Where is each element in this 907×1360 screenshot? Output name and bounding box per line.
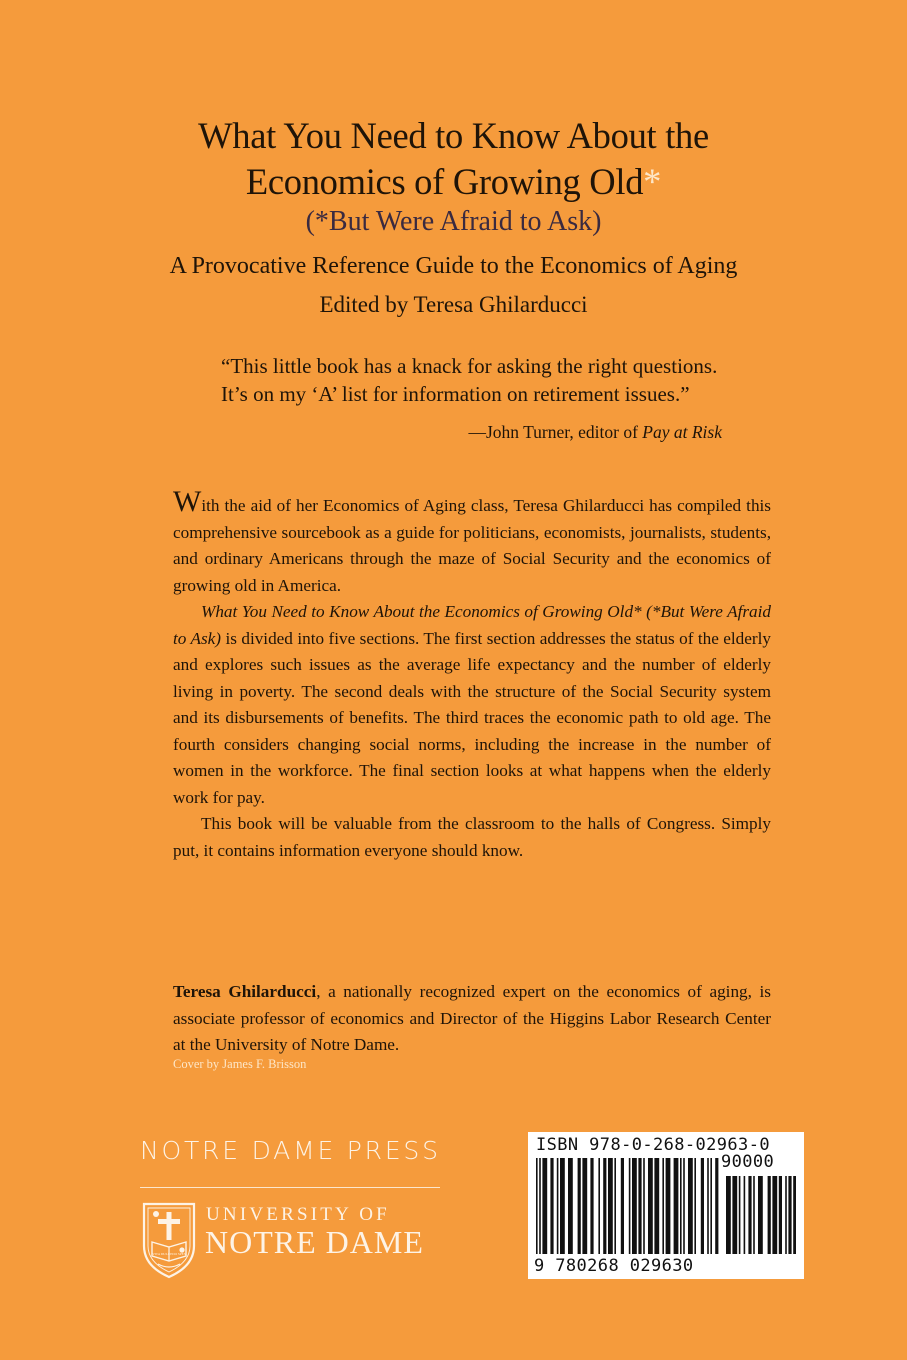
isbn-label: ISBN 978-0-268-02963-0 (536, 1135, 770, 1155)
bio-text: , a nationally recognized expert on the economics of aging, is associate professor of economics and Director of the Higgins Labor Research Center at the University of Notre Dame. (173, 982, 771, 1054)
barcode-bar (707, 1158, 709, 1254)
quote-line-1: “This little book has a knack for asking the right questions. (221, 354, 718, 378)
university-name-line-1: UNIVERSITY OF (206, 1204, 390, 1225)
barcode-bar (744, 1176, 746, 1254)
barcode-bar (590, 1158, 593, 1254)
endorsement-quote (221, 352, 821, 408)
barcode-bar (732, 1176, 737, 1254)
barcode-bar (779, 1176, 782, 1254)
title-asterisk: * (643, 161, 662, 202)
barcode-bar (536, 1158, 538, 1254)
barcode-bar (768, 1176, 771, 1254)
barcode-bar (632, 1158, 637, 1254)
barcode-bar (680, 1158, 682, 1254)
press-name: NOTRE DAME PRESS (140, 1136, 441, 1165)
description-paragraph-3: This book will be valuable from the classroom to the halls of Congress. Simply put, it contains information everyone should know. (173, 814, 771, 860)
book-editor: Edited by Teresa Ghilarducci (319, 292, 588, 317)
paragraph-1-text: ith the aid of her Economics of Aging class, Teresa Ghilarducci has compiled this comprehensive sourcebook as a guide for politicians, economists, journalists, students, and ordinary Americans through the maze of Social Security and the economics of growing old in America. (173, 496, 771, 595)
barcode-bar (758, 1176, 763, 1254)
barcode-bar (683, 1158, 685, 1254)
barcode-bar (793, 1176, 796, 1254)
barcode-bar (694, 1158, 696, 1254)
barcode-bar (701, 1158, 704, 1254)
book-subtitle: (*But Were Afraid to Ask) (305, 206, 602, 237)
paragraph-2-text: is divided into five sections. The first section addresses the status of the elderly and explores such issues as the average life expectancy and the number of elderly living in poverty. The second deals with the structure of the Social Security system and its disbursements of benefits. The third traces the economic path to old age. The fourth considers changing social norms, including the increase in the number of women in the workforce. The final section looks at what happens when the elderly work for pay. (173, 628, 771, 807)
bio-paragraph (173, 979, 771, 1059)
barcode-bar (582, 1158, 587, 1254)
book-title (0, 113, 907, 205)
barcode-bar (785, 1176, 787, 1254)
title-line-1: What You Need to Know About the (198, 115, 709, 156)
barcode-bar (568, 1158, 573, 1254)
barcode-bar (598, 1158, 600, 1254)
price-code: 90000 (721, 1152, 775, 1172)
university-seal-icon (140, 1200, 198, 1280)
barcode-bar (715, 1158, 718, 1254)
barcode-bar (726, 1176, 731, 1254)
drop-cap: W (173, 485, 202, 518)
barcode-bar (788, 1176, 791, 1254)
barcode-bar (621, 1158, 624, 1254)
isbn-barcode (528, 1132, 804, 1279)
barcode-bar (748, 1176, 751, 1254)
press-divider (140, 1187, 440, 1188)
university-name-line-2: NOTRE DAME (205, 1224, 424, 1260)
title-line-2: Economics of Growing Old (245, 161, 644, 202)
cover-credit: Cover by James F. Brisson (173, 1057, 307, 1071)
barcode-bar (648, 1158, 653, 1254)
quote-line-2: It’s on my ‘A’ list for information on retirement issues.” (221, 382, 690, 406)
description-paragraph-1 (173, 485, 771, 599)
barcode-bar (614, 1158, 616, 1254)
barcode-bar (674, 1158, 679, 1254)
barcode-bar (557, 1158, 559, 1254)
barcode-bar (666, 1158, 671, 1254)
paragraph-2-book-title: What You Need to Know About the Economics of Growing Old* (*But Were Afraid to Ask) (173, 602, 771, 648)
barcode-bar (710, 1158, 712, 1254)
seal-motto: VITA DULCEDO SPES (152, 1252, 186, 1256)
barcode-bar (539, 1158, 541, 1254)
barcode-bar (578, 1158, 581, 1254)
barcode-bar (662, 1158, 664, 1254)
barcode-bar (772, 1176, 777, 1254)
bio-author-name: Teresa Ghilarducci (173, 982, 317, 1001)
barcode-number: 9 780268 029630 (534, 1256, 694, 1276)
book-tagline: A Provocative Reference Guide to the Economics of Aging (169, 253, 738, 279)
barcode-bar (629, 1158, 631, 1254)
attribution-work: Pay at Risk (642, 422, 722, 442)
barcode-bar (608, 1158, 613, 1254)
barcode-bar (638, 1158, 641, 1254)
attribution-author: —John Turner, editor of (468, 422, 643, 442)
barcode-bar (542, 1158, 547, 1254)
barcode-bar (560, 1158, 565, 1254)
barcode-bar (753, 1176, 755, 1254)
barcode-bar (654, 1158, 659, 1254)
description-paragraph-2 (173, 599, 771, 811)
book-description (173, 485, 771, 864)
barcode-bar (550, 1158, 553, 1254)
barcode-bar (643, 1158, 645, 1254)
author-bio (173, 979, 771, 1059)
barcode-bar (603, 1158, 606, 1254)
quote-attribution (430, 420, 722, 444)
barcode-bar (739, 1176, 741, 1254)
barcode-bar (688, 1158, 693, 1254)
